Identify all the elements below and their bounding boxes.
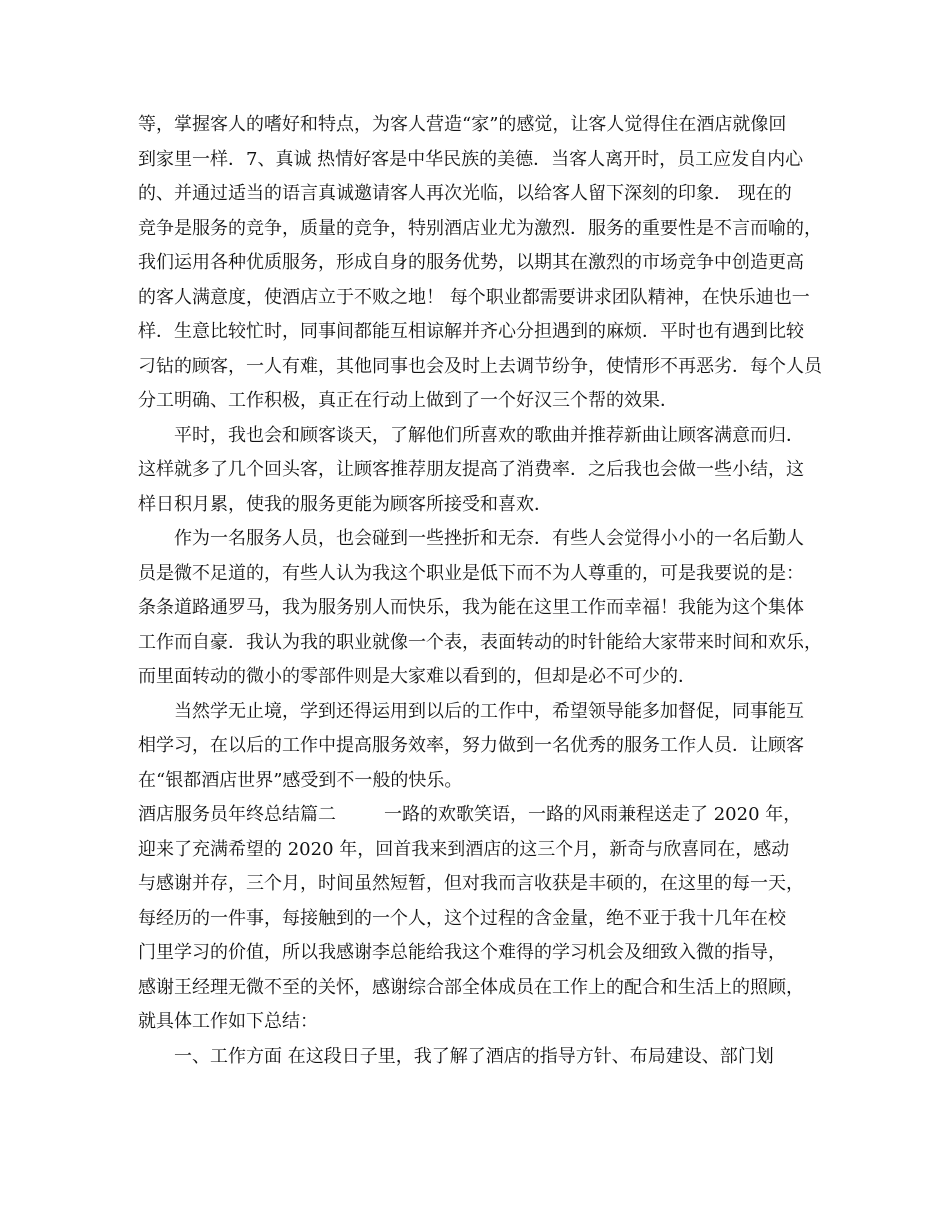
section-heading-line [138, 798, 818, 833]
text-line: 平时，我也会和顾客谈天，了解他们所喜欢的歌曲并推荐新曲让顾客满意而归． [174, 424, 804, 446]
text-line: 竞争是服务的竞争，质量的竞争，特别酒店业尤为激烈．服务的重要性是不言而喻的， [138, 217, 822, 239]
paragraph-work-aspect [138, 1040, 818, 1075]
text-line: 我们运用各种优质服务，形成自身的服务优势，以期其在激烈的市场竞争中创造更高 [138, 252, 804, 273]
paragraph-service-pride [138, 522, 822, 695]
paragraph-keep-learning [138, 695, 818, 799]
text-line: 到家里一样．7、真诚 热情好客是中华民族的美德．当客人离开时，员工应发自内心 [138, 148, 804, 170]
text-line: 与感谢并存，三个月，时间虽然短暂，但对我而言收获是丰硕的，在这里的每一天， [138, 873, 804, 894]
text-line: 每经历的一件事，每接触到的一个人，这个过程的含金量，绝不亚于我十几年在校 [138, 907, 786, 929]
text-line: 等，掌握客人的嗜好和特点，为客人营造“家”的感觉，让客人觉得住在酒店就像回 [138, 114, 787, 135]
text-line: 员是微不足道的，有些人认为我这个职业是低下而不为人尊重的，可是我要说的是： [138, 562, 804, 584]
text-line: 门里学习的价值，所以我感谢李总能给我这个难得的学习机会及细致入微的指导， [138, 942, 786, 963]
paragraph-service-quality [138, 108, 822, 419]
text-line: 刁钻的顾客，一人有难，其他同事也会及时上去调节纷争，使情形不再恶劣．每个人员 [138, 355, 822, 377]
text-line: 的客人满意度，使酒店立于不败之地！ 每个职业都需要讲求团队精神，在快乐迪也一 [138, 286, 810, 308]
text-line: 样．生意比较忙时，同事间都能互相谅解并齐心分担遇到的麻烦．平时也有遇到比较 [138, 321, 804, 342]
text-line: 就具体工作如下总结： [138, 1011, 318, 1032]
text-line: 样日积月累，使我的服务更能为顾客所接受和喜欢． [138, 493, 552, 515]
text-line: 当然学无止境，学到还得运用到以后的工作中，希望领导能多加督促，同事能互 [174, 700, 804, 722]
text-line: 而里面转动的微小的零部件则是大家难以看到的，但却是必不可少的． [138, 666, 696, 687]
text-line: 迎来了充满希望的 2020 年，回首我来到酒店的这三个月，新奇与欣喜同在，感动 [138, 838, 790, 860]
text-line: 一、工作方面 在这段日子里，我了解了酒店的指导方针、布局建设、部门划 [174, 1045, 774, 1067]
section-first-line-text: 一路的欢歌笑语，一路的风雨兼程送走了 2020 年， [384, 804, 802, 825]
text-line: 这样就多了几个回头客，让顾客推荐朋友提高了消费率．之后我也会做一些小结，这 [138, 459, 804, 480]
section-title: 酒店服务员年终总结篇二 [138, 804, 336, 825]
text-line: 作为一名服务人员，也会碰到一些挫折和无奈．有些人会觉得小小的一名后勤人 [174, 528, 804, 549]
text-line: 工作而自豪．我认为我的职业就像一个表，表面转动的时针能给大家带来时间和欢乐， [138, 631, 822, 653]
section-summary-two [138, 798, 818, 1040]
document-body [138, 108, 822, 1074]
text-line: 分工明确、工作积极，真正在行动上做到了一个好汉三个帮的效果． [138, 390, 678, 411]
text-line: 条条道路通罗马，我为服务别人而快乐，我为能在这里工作而幸福！我能为这个集体 [138, 597, 804, 618]
text-line: 在“银都酒店世界”感受到不一般的快乐。 [138, 769, 463, 791]
paragraph-customer-chat [138, 419, 818, 523]
text-line: 相学习，在以后的工作中提高服务效率，努力做到一名优秀的服务工作人员．让顾客 [138, 735, 804, 756]
text-line: 感谢王经理无微不至的关怀，感谢综合部全体成员在工作上的配合和生活上的照顾， [138, 976, 804, 998]
text-line: 的、并通过适当的语言真诚邀请客人再次光临，以给客人留下深刻的印象． 现在的 [138, 183, 792, 204]
